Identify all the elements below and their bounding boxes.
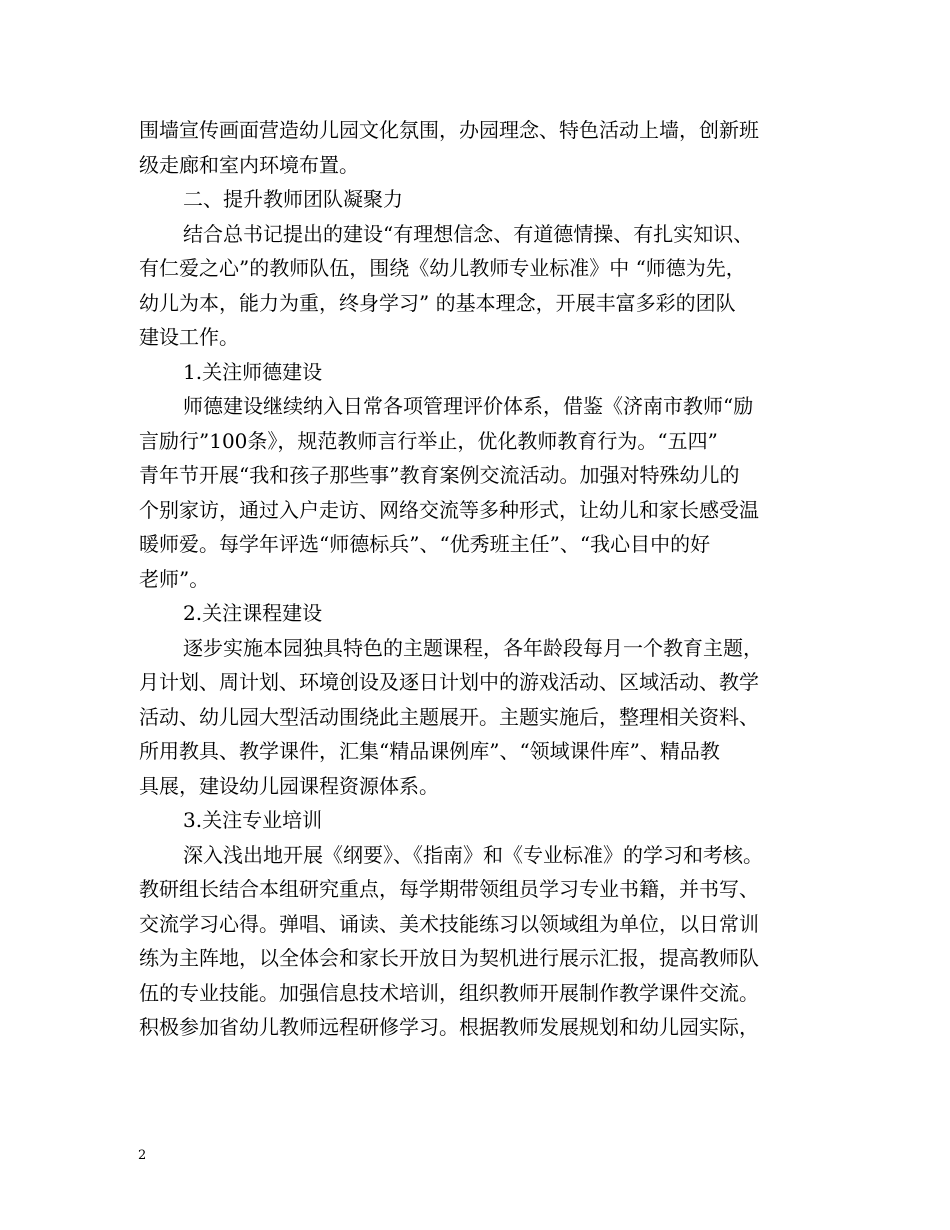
text-line: 3.关注专业培训 (183, 808, 323, 832)
text-line: 暖师爱。每学年评选“师德标兵”、“优秀班主任”、“我心目中的好 (139, 532, 711, 556)
text-line: 月计划、周计划、环境创设及逐日计划中的游戏活动、区域活动、教学 (139, 670, 759, 694)
text-line: 深入浅出地开展《纲要》、《指南》和《专业标准》的学习和考核。 (183, 842, 763, 867)
text-line: 1.关注师德建设 (183, 359, 323, 384)
text-line: 具展，建设幼儿园课程资源体系。 (139, 773, 439, 798)
text-line: 老师”。 (139, 566, 210, 591)
text-line: 教研组长结合本组研究重点，每学期带领组员学习专业书籍，并书写、 (139, 877, 759, 901)
text-line: 逐步实施本园独具特色的主题课程，各年龄段每月一个教育主题， (183, 635, 763, 660)
text-line: 所用教具、教学课件，汇集“精品课例库”、“领域课件库”、精品教 (139, 739, 720, 763)
body-text (139, 113, 819, 1045)
page-number: 2 (138, 1148, 147, 1163)
text-line: 建设工作。 (139, 325, 239, 349)
text-line: 级走廊和室内环境布置。 (139, 152, 359, 177)
text-line: 幼儿为本，能力为重，终身学习” 的基本理念，开展丰富多彩的团队 (139, 290, 736, 315)
text-line: 二、提升教师团队凝聚力 (183, 187, 403, 211)
text-line: 活动、幼儿园大型活动围绕此主题展开。主题实施后，整理相关资料、 (139, 704, 759, 729)
text-line: 言励行”100条》，规范教师言行举止，优化教师教育行为。“五四” (139, 428, 718, 453)
text-line: 围墙宣传画面营造幼儿园文化氛围，办园理念、特色活动上墙，创新班 (139, 118, 759, 142)
text-line: 2.关注课程建设 (183, 601, 323, 625)
text-line: 积极参加省幼儿教师远程研修学习。根据教师发展规划和幼儿园实际， (139, 1015, 759, 1039)
text-line: 有仁爱之心”的教师队伍，围绕《幼儿教师专业标准》中 “师德为先， (139, 256, 746, 280)
text-line: 青年节开展“我和孩子那些事”教育案例交流活动。加强对特殊幼儿的 (139, 463, 740, 487)
text-line: 结合总书记提出的建设“有理想信念、有道德情操、有扎实知识、 (183, 221, 754, 246)
text-line: 个别家访，通过入户走访、网络交流等多种形式，让幼儿和家长感受温 (139, 497, 759, 522)
text-line: 练为主阵地，以全体会和家长开放日为契机进行展示汇报，提高教师队 (139, 946, 759, 970)
text-line: 交流学习心得。弹唱、诵读、美术技能练习以领域组为单位，以日常训 (139, 911, 759, 936)
text-line: 师德建设继续纳入日常各项管理评价体系，借鉴《济南市教师“励 (183, 394, 754, 418)
text-line: 伍的专业技能。加强信息技术培训，组织教师开展制作教学课件交流。 (139, 980, 759, 1005)
